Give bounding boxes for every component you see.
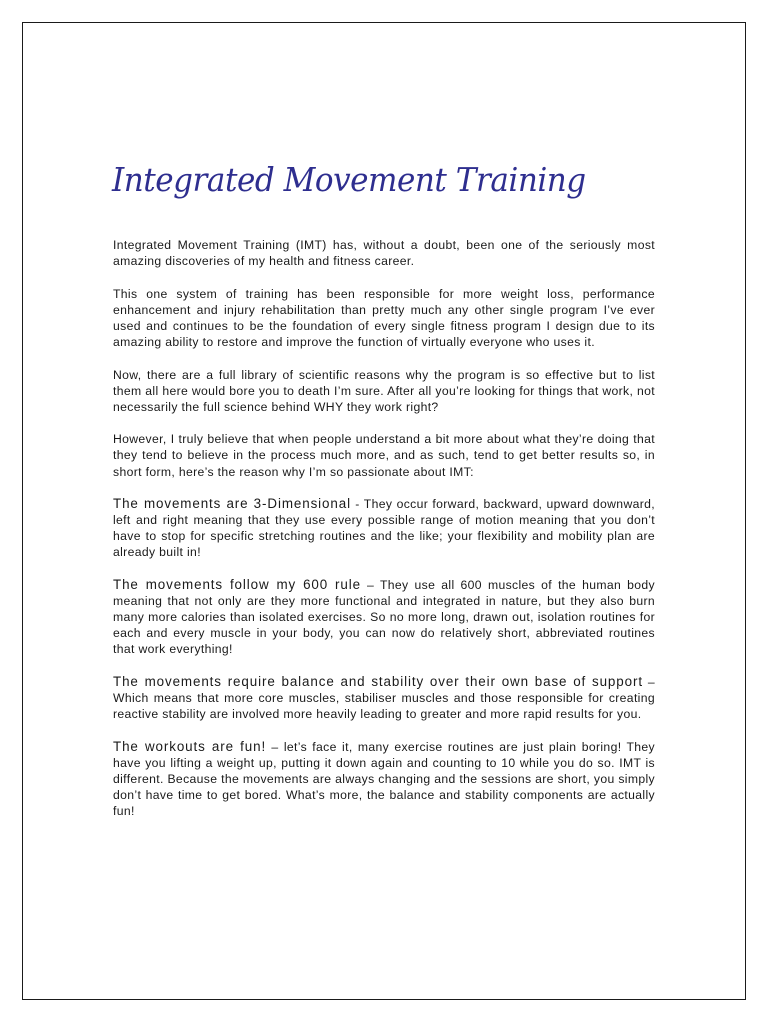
point-lead: The movements follow my 600 rule xyxy=(113,577,361,592)
document-title: Integrated Movement Training xyxy=(112,160,586,199)
point-lead: The workouts are fun! xyxy=(113,738,267,754)
point-balance xyxy=(113,674,655,722)
paragraph-science: Now, there are a full library of scientific reasons why the program is so effective but to list them all here would bore you to death I’m sure. After all you’re looking for things that work, not necessarily the full science behind WHY they work right? xyxy=(113,367,655,414)
point-lead: The movements require balance and stability over their own base of support xyxy=(113,673,643,689)
document-body xyxy=(113,237,655,836)
paragraph-intro: Integrated Movement Training (IMT) has, without a doubt, been one of the seriously most amazing discoveries of my health and fitness career. xyxy=(113,238,655,269)
point-3d xyxy=(113,496,655,560)
point-fun xyxy=(113,739,655,819)
point-lead: The movements are 3-Dimensional xyxy=(113,496,351,512)
point-text: – They use all 600 muscles of the human body meaning that not only are they more functional and integrated in nature, but they also burn many more calories than isolated exercises. So no more long, drawn out, isolation routines for each and every muscle in your body, you can now do relatively short, abbreviated routines that work everything! xyxy=(113,578,655,657)
paragraph-system: This one system of training has been responsible for more weight loss, performance enhancement and injury rehabilitation than pretty much any other single program I’ve ever used and continues to be the foundation of every single fitness program I design due to its amazing ability to restore and improve the function of virtually everyone who uses it. xyxy=(113,286,655,349)
point-600-rule xyxy=(113,577,655,657)
point-text: - They occur forward, backward, upward downward, left and right meaning that they use every possible range of motion meaning that you don’t have to stop for specific stretching routines and the like; your flexibility and mobility plan are already built in! xyxy=(113,497,655,560)
paragraph-belief: However, I truly believe that when people understand a bit more about what they’re doing that they tend to believe in the process much more, and as such, tend to get better results so, in short form, here’s the reason why I’m so passionate about IMT: xyxy=(113,432,655,479)
point-text: – Which means that more core muscles, stabiliser muscles and those responsible for creating reactive stability are involved more heavily leading to greater and more rapid results for you. xyxy=(113,674,656,722)
point-text: – let’s face it, many exercise routines are just plain boring! They have you lifting a weight up, putting it down again and counting to 10 while you do so. IMT is different. Because the movements are always changing and the sessions are short, you simply don’t have time to get bored. What’s more, the balance and stability components are actually fun! xyxy=(113,739,655,819)
